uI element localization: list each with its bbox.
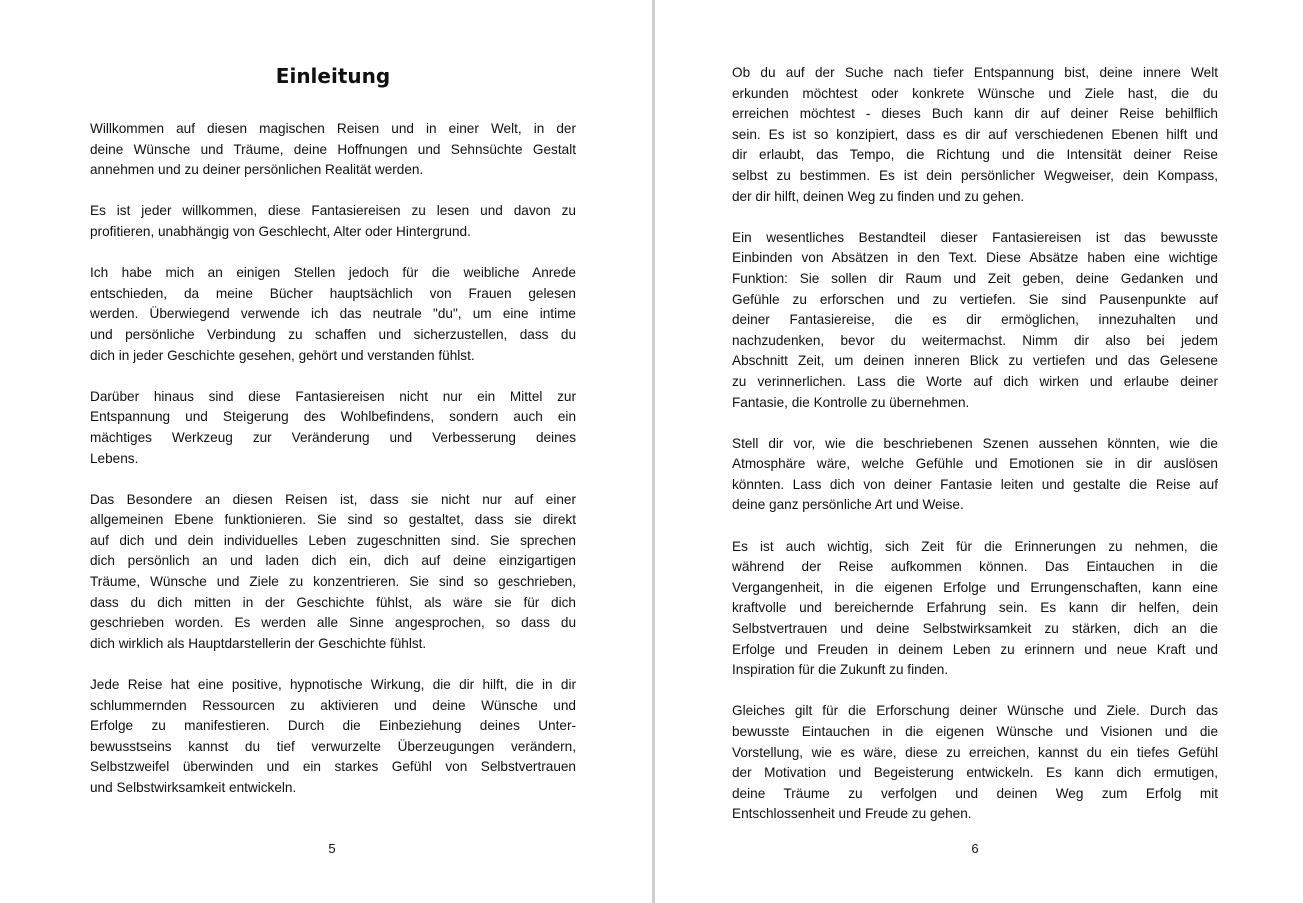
text-line: bewusste Eintauchen in die eigenen Wünsche und Visionen und die	[732, 724, 1218, 739]
text-line: Ich habe mich an einigen Stellen jedoch für die weibliche Anrede	[90, 265, 576, 281]
text-line: Selbstvertrauen und deine Selbstwirksamkeit zu stärken, dich an die	[732, 621, 1218, 637]
text-line: erreichen möchtest - dieses Buch kann dir auf deiner Reise behilflich	[732, 106, 1218, 122]
text-line: Selbstzweifel überwinden und ein starkes Gefühl von Selbstvertrauen	[90, 759, 576, 775]
text-line: nachzudenken, bevor du weitermachst. Nimm dir also bei jedem	[732, 332, 1218, 348]
text-line: allgemeinen Ebene funktionieren. Sie sind so gestaltet, dass sie direkt	[90, 512, 576, 528]
text-line: Entschlossenheit und Freude zu gehen.	[732, 806, 972, 822]
paragraph	[90, 119, 576, 181]
text-line: Erfolge und Freuden in deinem Leben zu erinnern und neue Kraft und	[732, 641, 1218, 657]
text-line: zu verinnerlichen. Lass die Worte auf dich wirken und erlaube deiner	[732, 373, 1218, 389]
text-line: kraftvolle und bereichernde Erfahrung sein. Es kann dir helfen, dein	[732, 600, 1218, 616]
text-line: Inspiration für die Zukunft zu finden.	[732, 662, 949, 678]
text-line: Fantasie, die Kontrolle zu übernehmen.	[732, 394, 970, 410]
paragraph	[90, 675, 576, 799]
text-line: selbst zu bestimmen. Es ist dein persönlicher Wegweiser, dein Kompass,	[732, 167, 1218, 183]
text-line: deine Wünsche und Träume, deine Hoffnungen und Sehnsüchte Gestalt	[90, 141, 576, 157]
text-line: während der Reise aufkommen können. Das Eintauchen in die	[732, 559, 1218, 575]
text-line: Lebens.	[90, 450, 139, 466]
text-line: Ob du auf der Suche nach tiefer Entspannung bist, deine innere Welt	[732, 65, 1218, 80]
chapter-title: Einleitung	[275, 64, 391, 88]
paragraph	[732, 63, 1218, 207]
text-line: Funktion: Sie sollen dir Raum und Zeit geben, deine Gedanken und	[732, 270, 1218, 286]
text-line: dass du dich mitten in der Geschichte fühlst, als wäre sie für dich	[90, 594, 576, 610]
text-line: geschrieben worden. Es werden alle Sinne angesprochen, so dass du	[90, 615, 576, 631]
text-line: dich wirklich als Hauptdarstellerin der Geschichte fühlst.	[90, 635, 427, 651]
text-line: Ein wesentliches Bestandteil dieser Fantasiereisen ist das bewusste	[732, 229, 1218, 245]
text-line: mächtiges Werkzeug zur Veränderung und Verbesserung deines	[90, 429, 576, 445]
text-line: dich persönlich an und laden dich ein, dich auf deine einzigartigen	[90, 553, 576, 569]
text-line: und persönliche Verbindung zu schaffen und sicherzustellen, dass du	[90, 326, 576, 342]
paragraph	[732, 228, 1218, 413]
text-line: erkunden möchtest oder konkrete Wünsche und Ziele hast, die du	[732, 85, 1218, 101]
text-line: Stell dir vor, wie die beschriebenen Szenen aussehen könnten, wie die	[732, 435, 1218, 451]
text-line: werden. Überwiegend verwende ich das neutrale "du", um eine intime	[90, 306, 576, 322]
text-line: deiner Fantasiereise, die es dir ermöglichen, innezuhalten und	[732, 312, 1218, 328]
text-line: Abschnitt Zeit, um deinen inneren Blick zu vertiefen und das Gelesene	[732, 353, 1218, 369]
text-line: Erfolge zu manifestieren. Durch die Einbeziehung deines Unter-	[90, 718, 576, 734]
paragraph	[90, 263, 576, 366]
text-line: Es ist auch wichtig, sich Zeit für die Erinnerungen zu nehmen, die	[732, 538, 1218, 554]
text-line: Es ist jeder willkommen, diese Fantasiereisen zu lesen und davon zu	[90, 203, 576, 219]
text-line: Darüber hinaus sind diese Fantasiereisen nicht nur ein Mittel zur	[90, 388, 576, 404]
text-line: könnten. Lass dich von deiner Fantasie leiten und gestalte die Reise auf	[732, 476, 1218, 492]
text-line: deine ganz persönliche Art und Weise.	[732, 497, 964, 513]
text-line: Vergangenheit, in die eigenen Erfolge und Errungenschaften, kann eine	[732, 579, 1218, 595]
text-line: Vorstellung, wie es wäre, diese zu erreichen, kannst du ein tiefes Gefühl	[732, 744, 1218, 760]
page-number: 5	[328, 841, 336, 856]
text-line: und Selbstwirksamkeit entwickeln.	[90, 780, 297, 795]
right-page	[655, 0, 1303, 903]
text-line: entschieden, da meine Bücher hauptsächlich von Frauen gelesen	[90, 285, 576, 301]
text-line: deine Träume zu verfolgen und deinen Weg zum Erfolg mit	[732, 785, 1218, 801]
text-line: sein. Es ist so konzipiert, dass es dir auf verschiedenen Ebenen hilft und	[732, 126, 1218, 142]
text-line: Gefühle zu erforschen und zu vertiefen. Sie sind Pausenpunkte auf	[732, 291, 1218, 307]
text-line: Einbinden von Absätzen in den Text. Diese Absätze haben eine wichtige	[732, 250, 1218, 266]
text-line: annehmen und zu deiner persönlichen Realität werden.	[90, 162, 424, 178]
paragraph	[90, 387, 576, 469]
paragraph	[732, 701, 1218, 825]
text-line: dir erlaubt, das Tempo, die Richtung und die Intensität deiner Reise	[732, 147, 1218, 163]
paragraph	[90, 201, 576, 242]
text-line: Atmosphäre wäre, welche Gefühle und Emotionen sie in dir auslösen	[732, 456, 1218, 472]
text-line: Träume, Wünsche und Ziele zu konzentrieren. Sie sind so geschrieben,	[90, 574, 576, 590]
text-line: Willkommen auf diesen magischen Reisen und in einer Welt, in der	[90, 121, 576, 136]
text-line: Entspannung und Steigerung des Wohlbefindens, sondern auch ein	[90, 409, 576, 425]
text-line: dich in jeder Geschichte gesehen, gehört und verstanden fühlst.	[90, 347, 475, 363]
text-line: bewusstseins kannst du tief verwurzelte Überzeugungen verändern,	[90, 738, 576, 754]
text-line: auf dich und dein individuelles Leben zugeschnitten sind. Sie sprechen	[90, 532, 576, 548]
paragraph	[732, 537, 1218, 681]
text-line: der Motivation und Begeisterung entwickeln. Es kann dich ermutigen,	[732, 765, 1218, 781]
left-text-column	[90, 119, 576, 819]
text-line: Jede Reise hat eine positive, hypnotische Wirkung, die dir hilft, die in dir	[90, 677, 576, 693]
paragraph	[90, 490, 576, 655]
page-number: 6	[971, 841, 979, 856]
text-line: Gleiches gilt für die Erforschung deiner Wünsche und Ziele. Durch das	[732, 703, 1218, 719]
text-line: schlummernden Ressourcen zu aktivieren und deine Wünsche und	[90, 697, 576, 713]
text-line: der dir hilft, deinen Weg zu finden und zu gehen.	[732, 188, 1025, 204]
text-line: profitieren, unabhängig von Geschlecht, Alter oder Hintergrund.	[90, 223, 471, 239]
paragraph	[732, 434, 1218, 516]
text-line: Das Besondere an diesen Reisen ist, dass sie nicht nur auf einer	[90, 491, 576, 507]
right-text-column	[732, 63, 1218, 846]
